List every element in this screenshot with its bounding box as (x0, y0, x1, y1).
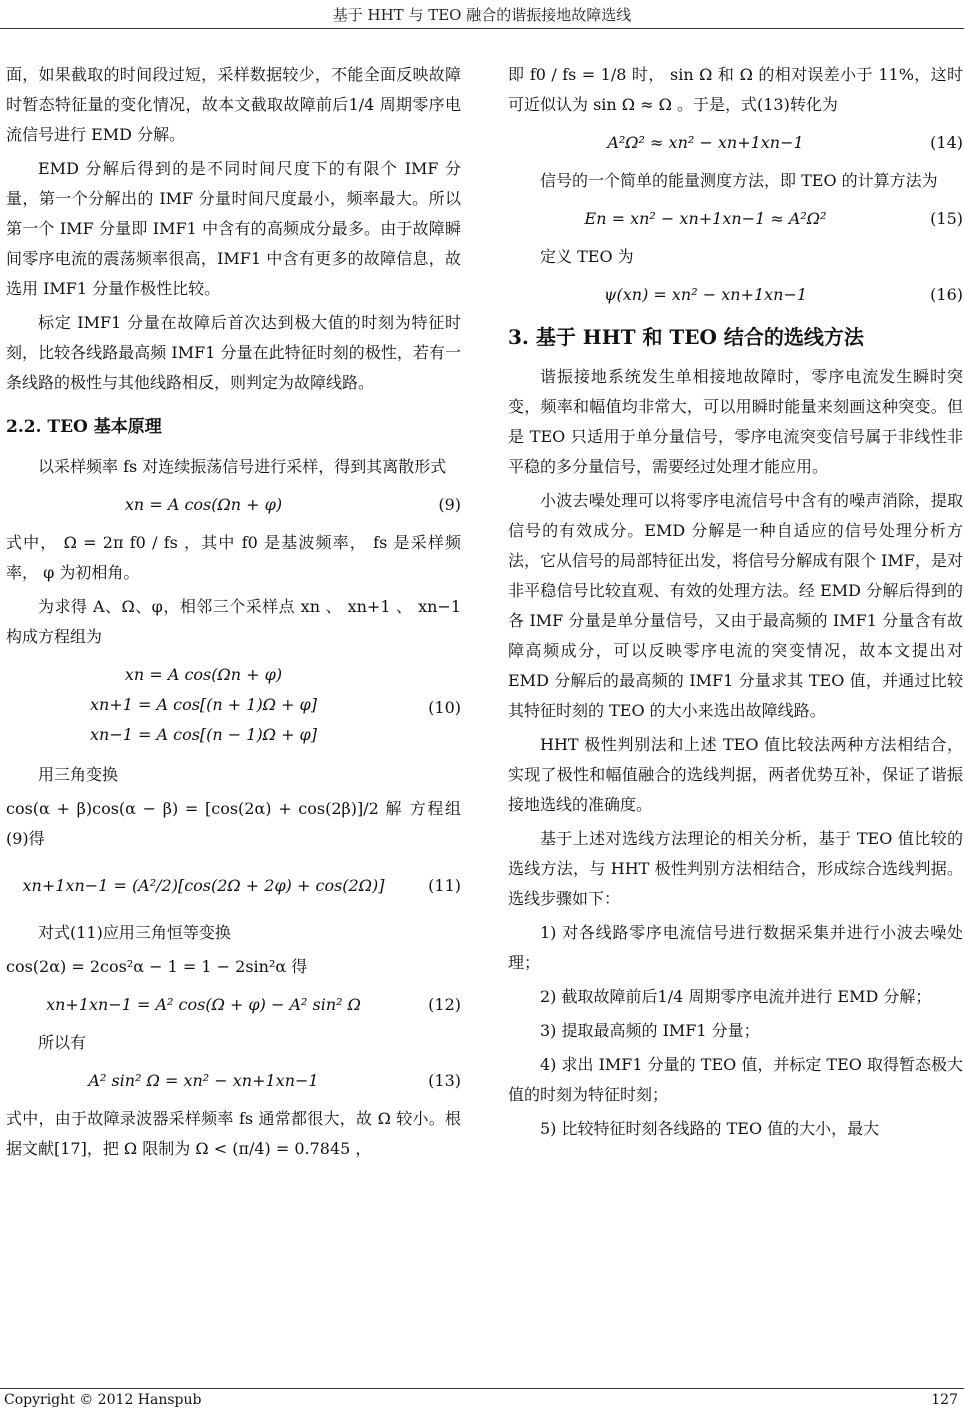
paragraph: 定义 TEO 为 (540, 247, 634, 266)
paragraph: 对式(11)应用三角恒等变换 (38, 923, 231, 942)
header-rule (0, 28, 964, 29)
paragraph: 式中， Ω = 2π f0 / fs ，其中 f0 是基波频率， fs 是采样频率， φ 为初相角。 (6, 533, 461, 582)
equation-14 (508, 126, 963, 160)
step-item: 2) 截取故障前后1/4 周期零序电流并进行 EMD 分解； (540, 987, 932, 1006)
step-item: 1) 对各线路零序电流信号进行数据采集并进行小波去噪处理； (508, 923, 963, 972)
equation-line: xn+1 = A cos[(n + 1)Ω + φ] (89, 695, 317, 714)
equation-expr: xn+1xn−1 = A² cos(Ω + φ) − A² sin² Ω (46, 995, 361, 1014)
equation-9 (6, 488, 461, 522)
equation-expr: ψ(xn) = xn² − xn+1xn−1 (603, 285, 808, 304)
paragraph: 式中，由于故障录波器采样频率 fs 通常都很大，故 Ω 较小。根据文献[17]，把 Ω 限制为 Ω < (π/4) = 0.7845 ， (6, 1109, 461, 1158)
equation-number: (9) (438, 495, 461, 514)
paragraph: cos(2α) = 2cos²α − 1 = 1 − 2sin²α 得 (6, 957, 308, 976)
equation-system (6, 660, 401, 750)
equation-expr: xn = A cos(Ωn + φ) (124, 495, 283, 514)
paragraph: 谐振接地系统发生单相接地故障时，零序电流发生瞬时突变，频率和幅值均非常大，可以用瞬时能量来刻画这种突变。但是 TEO 只适用于单分量信号，零序电流突变信号属于非线性非平稳的多分量信号，需要经过处理才能应用。 (508, 367, 963, 476)
paragraph: 信号的一个简单的能量测度方法，即 TEO 的计算方法为 (540, 171, 938, 190)
equation-number: (16) (930, 285, 963, 304)
equation-line: xn−1 = A cos[(n − 1)Ω + φ] (89, 725, 317, 744)
paragraph: HHT 极性判别法和上述 TEO 值比较法两种方法相结合，实现了极性和幅值融合的选线判据，两者优势互补，保证了谐振接地选线的准确度。 (508, 735, 963, 814)
paragraph: 即 f0 / fs = 1/8 时， sin Ω 和 Ω 的相对误差小于 11%，这时可近似认为 sin Ω ≈ Ω 。于是，式(13)转化为 (508, 65, 963, 114)
equation-15 (508, 202, 963, 236)
paragraph: cos(α + β)cos(α − β) = [cos(2α) + cos(2β)]/2 解 方程组(9)得 (6, 799, 461, 848)
paragraph: 小波去噪处理可以将零序电流信号中含有的噪声消除，提取信号的有效成分。EMD 分解是一种自适应的信号处理分析方法，它从信号的局部特征出发，将信号分解成有限个 IMF，是对非平稳信号比较直观、有效的处理方法。经 EMD 分解后得到的各 IMF 分量是单分量信号，又由于最高频的 IMF1 分量含有故障高频成分，可以反映零序电流的突变情况，故本文提出对 EMD 分解后的最高频的 IMF1 分量求其 TEO 值，并通过比较其特征时刻的 TEO 的大小来选出故障线路。 (508, 491, 963, 720)
footer-rule (0, 1388, 964, 1389)
equation-number: (12) (428, 995, 461, 1014)
paragraph: EMD 分解后得到的是不同时间尺度下的有限个 IMF 分量，第一个分解出的 IMF 分量时间尺度最小，频率最大。所以第一个 IMF 分量即 IMF1 中含有的高频成分最多。由于故障瞬间零序电流的震荡频率很高，IMF1 中含有更多的故障信息，故选用 IMF1 分量作极性比较。 (6, 159, 461, 298)
paragraph: 用三角变换 (38, 765, 119, 784)
equation-12 (6, 988, 461, 1022)
paragraph: 为求得 A、Ω、φ，相邻三个采样点 xn 、 xn+1 、 xn−1 构成方程组为 (6, 597, 461, 646)
equation-number: (15) (930, 209, 963, 228)
equation-10 (6, 658, 461, 754)
paragraph: 面，如果截取的时间段过短，采样数据较少，不能全面反映故障时暂态特征量的变化情况，故本文截取故障前后1/4 周期零序电流信号进行 EMD 分解。 (6, 65, 461, 144)
left-column (6, 60, 461, 1168)
copyright: Copyright © 2012 Hanspub (4, 1392, 202, 1408)
step-item: 3) 提取最高频的 IMF1 分量； (540, 1021, 760, 1040)
equation-13 (6, 1064, 461, 1098)
paragraph: 基于上述对选线方法理论的相关分析，基于 TEO 值比较的选线方法，与 HHT 极性判别方法相结合，形成综合选线判据。选线步骤如下： (508, 829, 963, 908)
step-item: 4) 求出 IMF1 分量的 TEO 值，并标定 TEO 取得暂态极大值的时刻为特征时刻； (508, 1055, 963, 1104)
page-number: 127 (931, 1392, 958, 1408)
step-item: 5) 比较特征时刻各线路的 TEO 值的大小，最大 (540, 1119, 880, 1138)
section-heading-3: 3. 基于 HHT 和 TEO 结合的选线方法 (508, 325, 864, 349)
equation-16 (508, 278, 963, 312)
equation-number: (11) (428, 876, 461, 895)
paragraph: 标定 IMF1 分量在故障后首次达到极大值的时刻为特征时刻，比较各线路最高频 IMF1 分量在此特征时刻的极性，若有一条线路的极性与其他线路相反，则判定为故障线路。 (6, 313, 461, 392)
equation-expr: En = xn² − xn+1xn−1 ≈ A²Ω² (584, 209, 827, 228)
equation-expr: A²Ω² ≈ xn² − xn+1xn−1 (607, 133, 804, 152)
equation-number: (13) (428, 1071, 461, 1090)
equation-expr: A² sin² Ω = xn² − xn+1xn−1 (88, 1071, 319, 1090)
equation-11 (6, 860, 461, 912)
section-heading-2-2: 2.2. TEO 基本原理 (6, 417, 162, 437)
right-column (508, 60, 963, 1148)
equation-line: xn = A cos(Ωn + φ) (124, 665, 283, 684)
equation-expr: xn+1xn−1 = (A²/2)[cos(2Ω + 2φ) + cos(2Ω)] (22, 876, 385, 895)
equation-number: (14) (930, 133, 963, 152)
paragraph: 以采样频率 fs 对连续振荡信号进行采样，得到其离散形式 (38, 457, 447, 476)
page-header: 基于 HHT 与 TEO 融合的谐振接地故障选线 (332, 6, 632, 24)
equation-number: (10) (428, 698, 461, 717)
paragraph: 所以有 (38, 1033, 87, 1052)
